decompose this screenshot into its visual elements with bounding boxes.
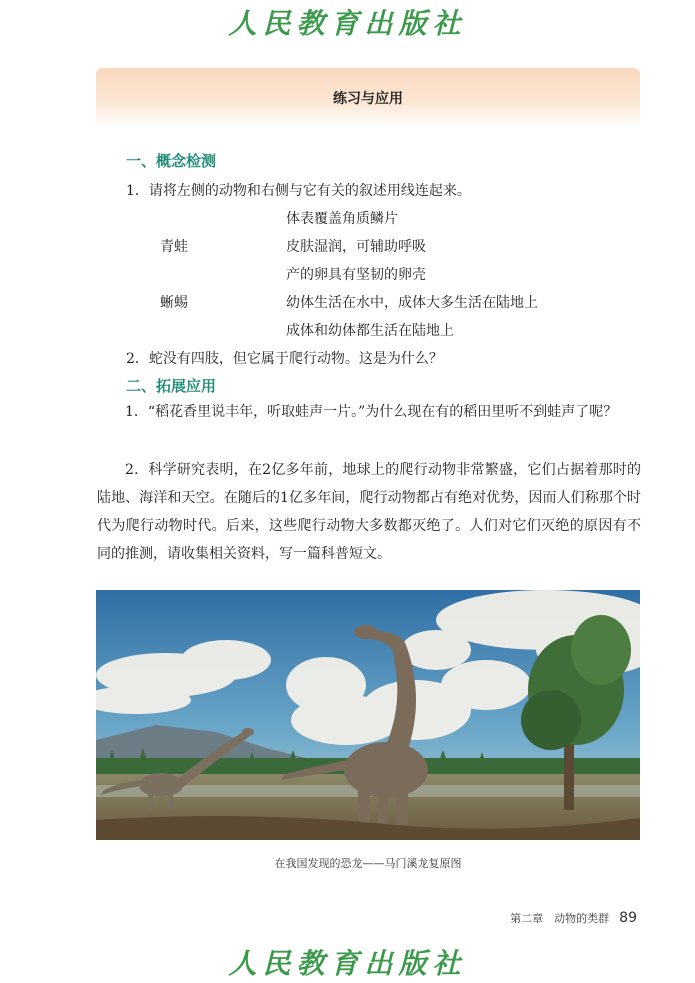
exercise-banner — [96, 68, 640, 128]
animal-frog: 青蛙 — [160, 239, 188, 255]
chapter-title: 第二章 动物的类群 — [510, 912, 610, 925]
page-number: 89 — [619, 910, 637, 926]
section-heading-concept-check: 一、概念检测 — [126, 152, 217, 170]
publisher-watermark-top: 人民教育出版社 — [228, 7, 467, 40]
question-2-2: 2．科学研究表明，在2亿多年前，地球上的爬行动物非常繁盛，它们占据着那时的陆地、海洋和天空。在随后的1亿多年间，爬行动物都占有绝对优势，因而人们称那个时代为爬行动物时代。后来，这些爬行动物大多数都灭绝了。人们对它们灭绝的原因有不同的推测，请收集相关资料，写一篇科普短文。 — [97, 462, 641, 562]
page-footer — [510, 910, 637, 926]
description-4: 幼体生活在水中，成体大多生活在陆地上 — [286, 295, 538, 311]
dinosaur-illustration — [96, 590, 640, 840]
question-1-1: 1．请将左侧的动物和右侧与它有关的叙述用线连起来。 — [126, 183, 471, 199]
question-1-2: 2．蛇没有四肢，但它属于爬行动物。这是为什么？ — [126, 351, 443, 367]
description-3: 产的卵具有坚韧的卵壳 — [286, 267, 426, 283]
description-5: 成体和幼体都生活在陆地上 — [286, 323, 454, 339]
animal-lizard: 蜥蜴 — [160, 295, 188, 311]
section-heading-extended-application: 二、拓展应用 — [126, 377, 217, 395]
question-2-1: 1．“稻花香里说丰年，听取蛙声一片。”为什么现在有的稻田里听不到蛙声了呢？ — [125, 404, 618, 420]
banner-title: 练习与应用 — [333, 91, 403, 107]
publisher-watermark-bottom: 人民教育出版社 — [228, 947, 467, 980]
description-1: 体表覆盖角质鳞片 — [286, 211, 398, 227]
figure-caption: 在我国发现的恐龙——马门溪龙复原图 — [274, 857, 462, 870]
description-2: 皮肤湿润，可辅助呼吸 — [286, 239, 426, 255]
